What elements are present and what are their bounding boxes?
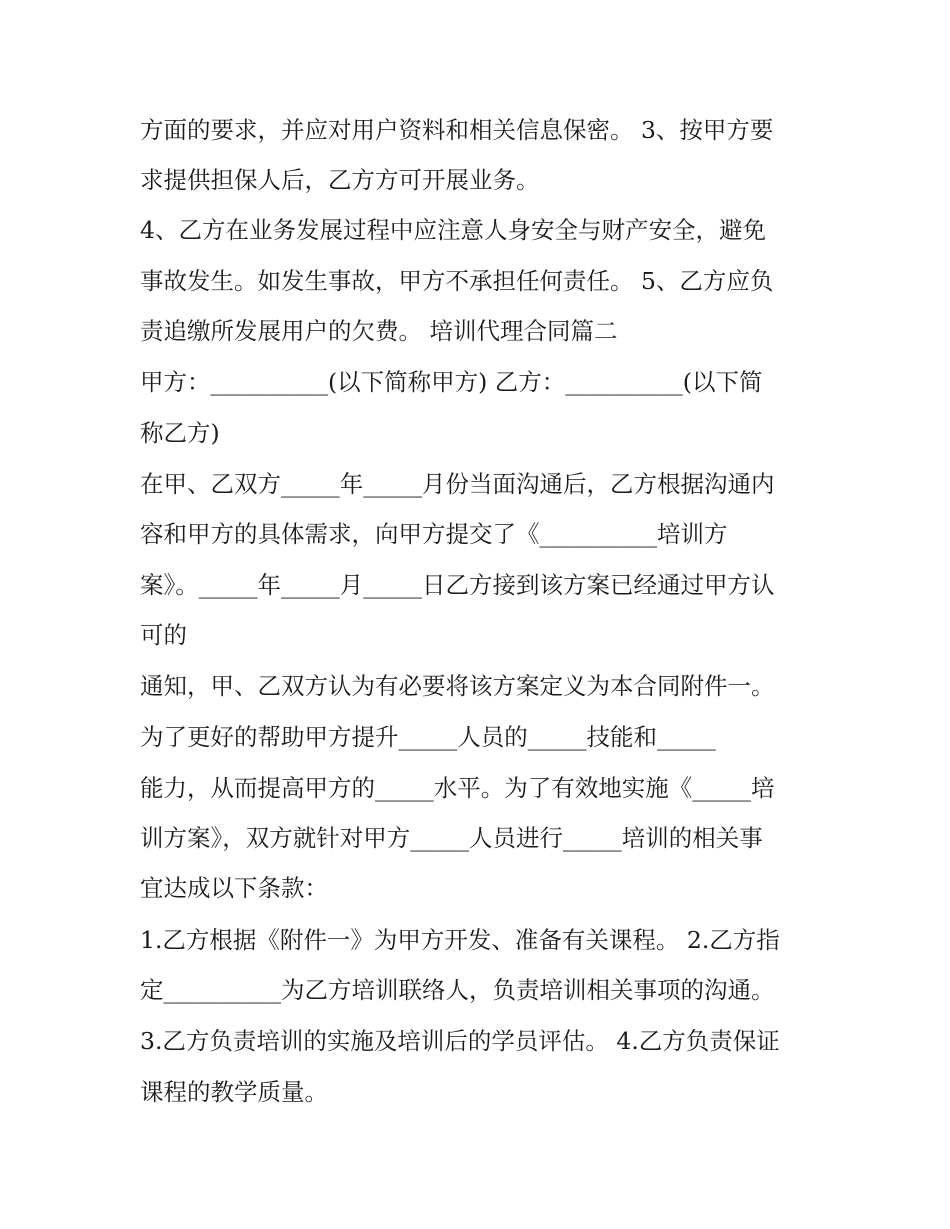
text-line: 4、乙方在业务发展过程中应注意人身安全与财产安全，避免 — [140, 216, 766, 244]
text-line: 责追缴所发展用户的欠费。 培训代理合同篇二 — [140, 317, 618, 345]
text-line: 方面的要求，并应对用户资料和相关信息保密。 3、按甲方要 — [140, 116, 774, 144]
text-line: 事故发生。如发生事故，甲方不承担任何责任。 5、乙方应负 — [140, 267, 774, 295]
text-line: 宜达成以下条款： — [140, 874, 328, 902]
text-line: 课程的教学质量。 — [140, 1078, 328, 1106]
text-line: 在甲、乙双方_____年_____月份当面沟通后，乙方根据沟通内 — [140, 470, 775, 498]
text-line: 案》。_____年_____月_____日乙方接到该方案已经通过甲方认 — [140, 571, 775, 599]
text-line: 1.乙方根据《附件一》为甲方开发、准备有关课程。 2.乙方指 — [140, 926, 780, 954]
text-line: 可的 — [140, 621, 187, 649]
text-line: 称乙方) — [140, 419, 220, 447]
text-line: 能力，从而提高甲方的_____水平。为了有效地实施《_____培 — [140, 774, 775, 802]
text-line: 为了更好的帮助甲方提升_____人员的_____技能和_____ — [140, 723, 716, 751]
text-line: 3.乙方负责培训的实施及培训后的学员评估。 4.乙方负责保证 — [140, 1027, 780, 1055]
text-line: 通知，甲、乙双方认为有必要将该方案定义为本合同附件一。 — [140, 672, 775, 700]
text-line: 训方案》，双方就针对甲方_____人员进行_____培训的相关事 — [140, 824, 763, 852]
text-line: 容和甲方的具体需求，向甲方提交了《__________培训方 — [140, 520, 728, 548]
text-line: 定__________为乙方培训联络人，负责培训相关事项的沟通。 — [140, 976, 775, 1004]
text-line: 求提供担保人后，乙方方可开展业务。 — [140, 166, 540, 194]
text-line: 甲方：__________(以下简称甲方) 乙方：__________(以下简 — [140, 368, 763, 396]
